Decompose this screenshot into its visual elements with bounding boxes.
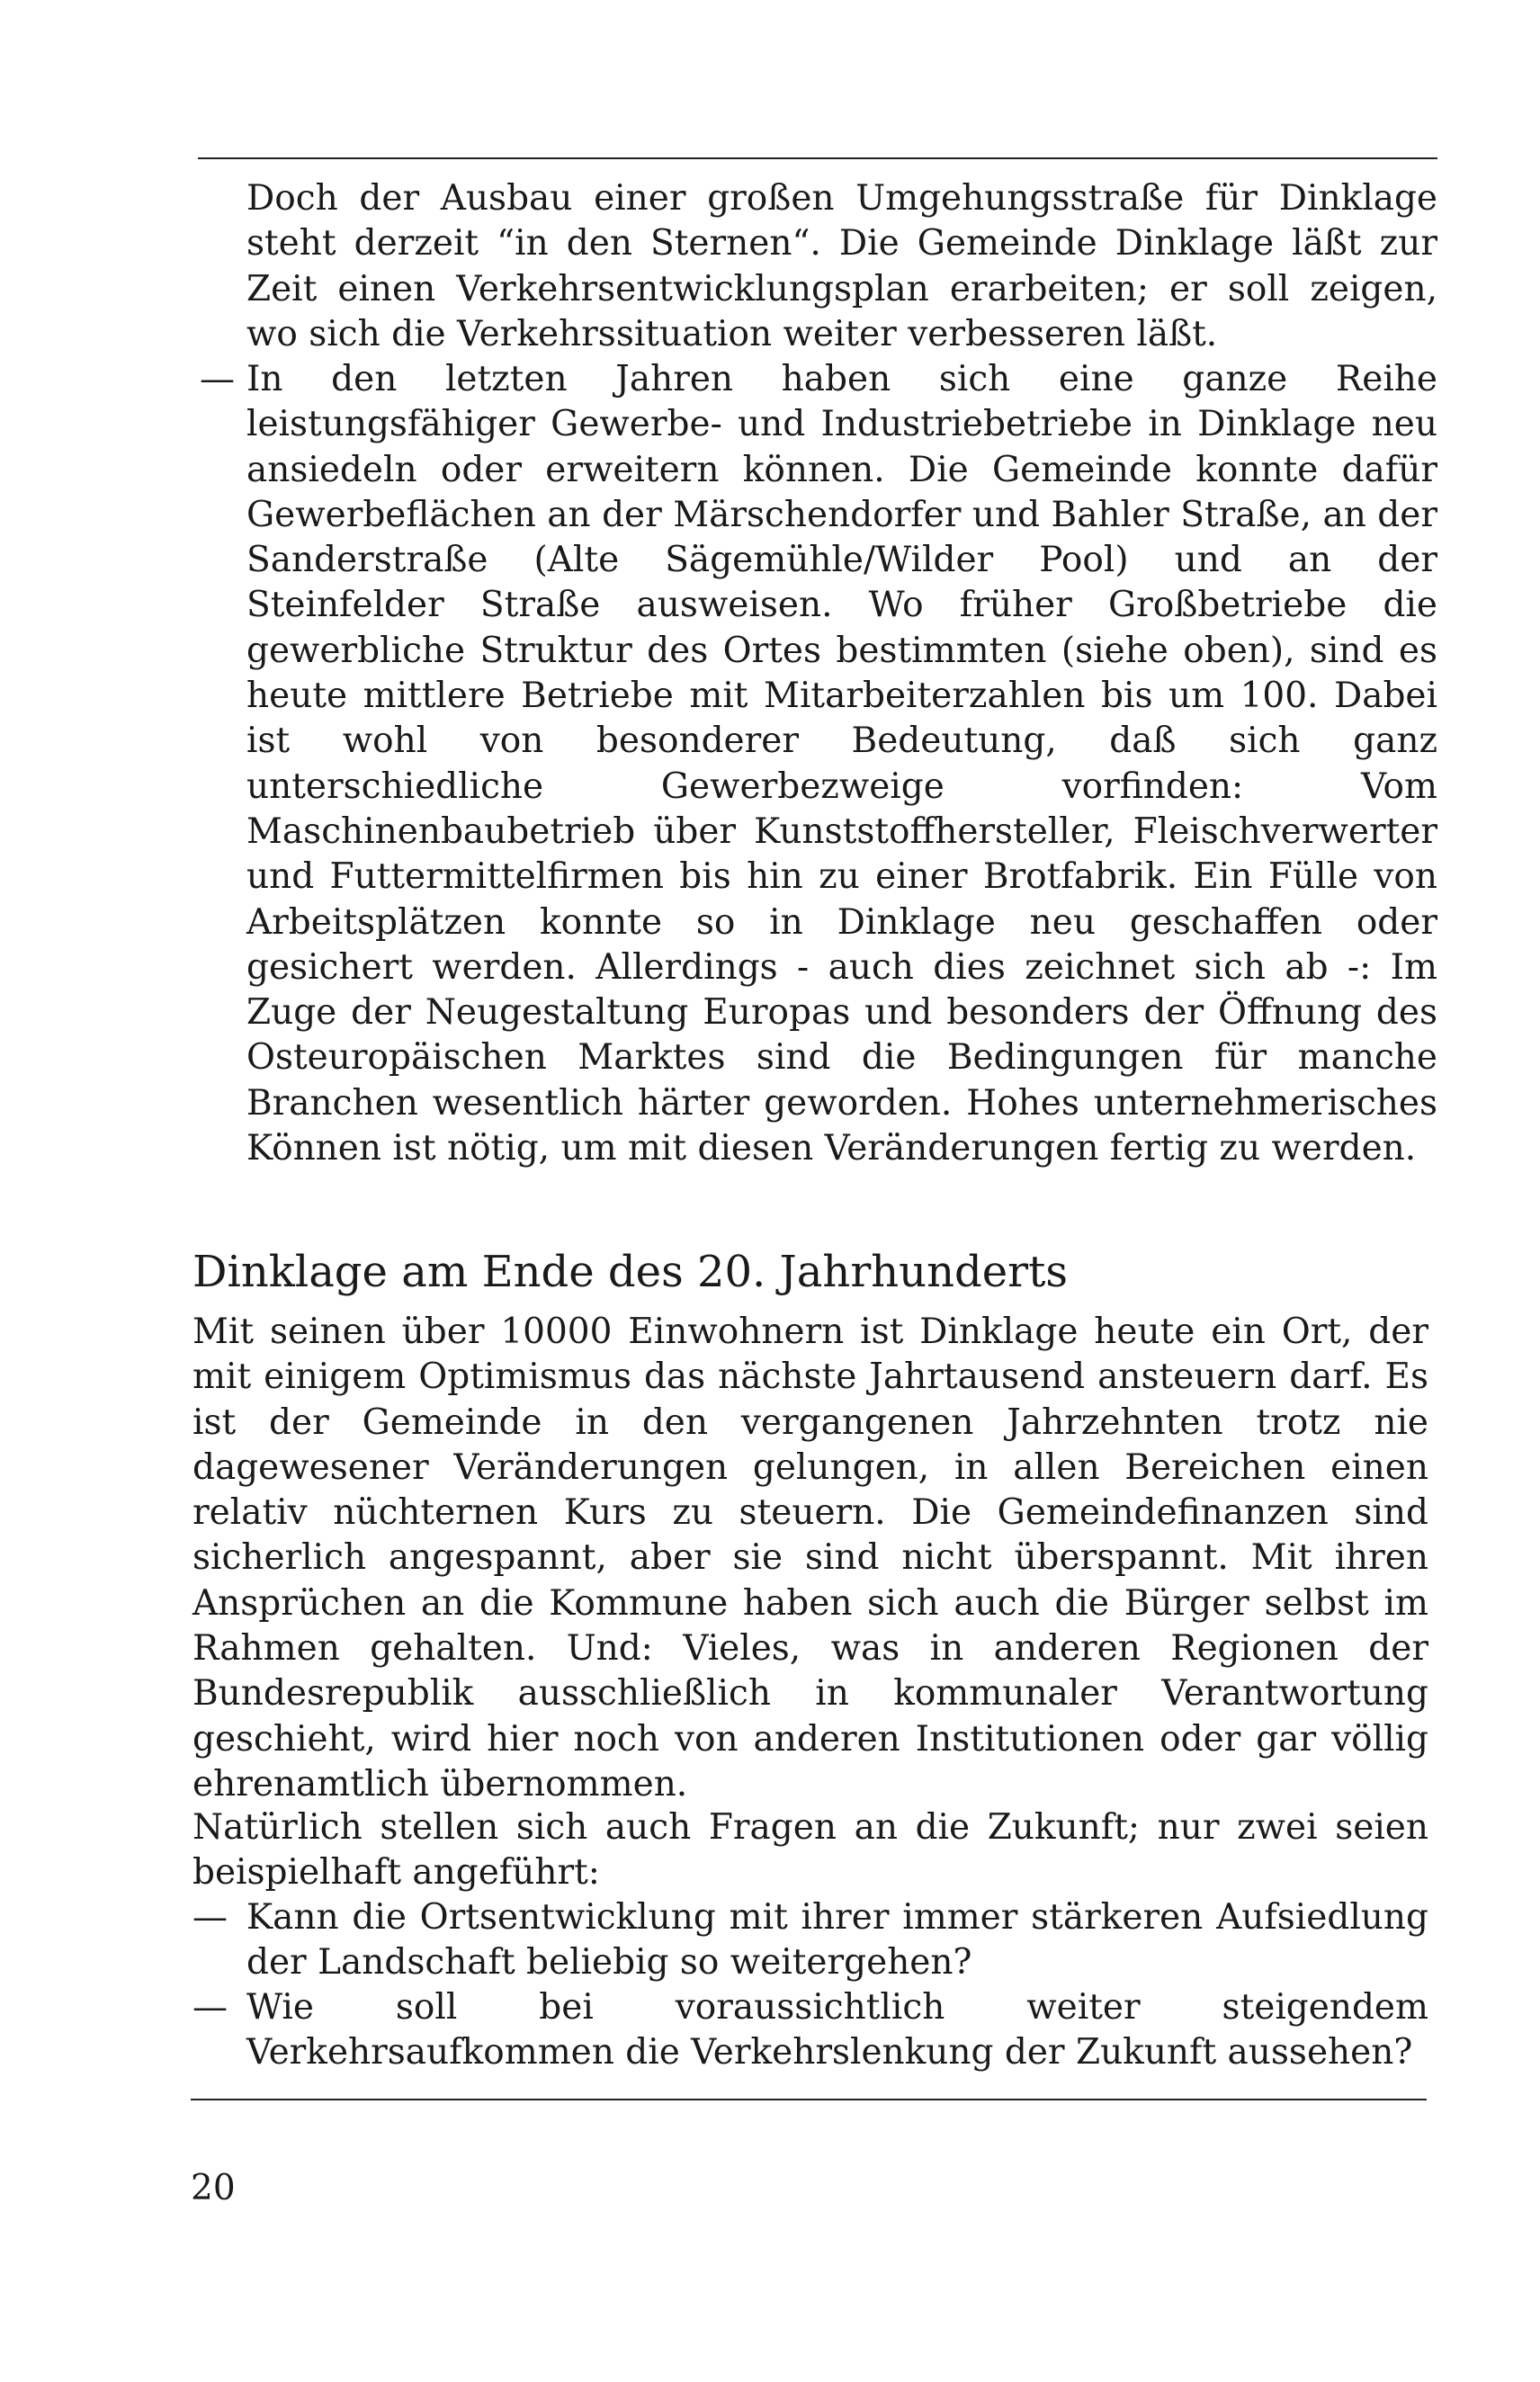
- question-text: Wie soll bei voraussichtlich weiter steigendem Verkehrsaufkommen die Verkehrslenkung der Zukunft aussehen?: [246, 1987, 1428, 2073]
- section-paragraph: Mit seinen über 10000 Einwohnern ist Dinklage heute ein Ort, der mit einigem Optimismus das nächste Jahrtausend ansteuern darf. Es ist der Gemeinde in den vergangenen Jahrzehnten trotz nie dagewesener Veränderungen gelungen, in allen Bereichen einen relativ nüchternen Kurs zu steuern. Die Gemeindefinanzen sind sicherlich angespannt, aber sie sind nicht überspannt. Mit ihren Ansprüchen an die Kommune haben sich auch die Bürger selbst im Rahmen gehalten. Und: Vieles, was in anderen Regionen der Bundesrepublik ausschließlich in kommunaler Verantwortung geschieht, wird hier noch von anderen Institutionen oder gar völlig ehrenamtlich übernommen.: [192, 1312, 1428, 1804]
- bottom-rule: [191, 2099, 1427, 2100]
- dash-bullet: —: [192, 1897, 228, 1938]
- question-text: Kann die Ortsentwicklung mit ihrer immer stärkeren Aufsiedlung der Landschaft beliebig so weitergehen?: [246, 1897, 1428, 1984]
- dash-bullet: —: [192, 1987, 228, 2028]
- section-heading: Dinklage am Ende des 20. Jahrhunderts: [192, 1247, 1069, 1297]
- dash-item-text: In den letzten Jahren haben sich eine ganze Reihe leistungsfähiger Gewerbe- und Industriebetriebe in Dinklage neu ansiedeln oder erweitern können. Die Gemeinde konnte dafür Gewerbeflächen an der Märschendorfer und Bahler Straße, an der Sanderstraße (Alte Sägemühle/Wilder Pool) und an der Steinfelder Straße ausweisen. Wo früher Großbetriebe die gewerbliche Struktur des Ortes bestimmten (siehe oben), sind es heute mittlere Betriebe mit Mitarbeiterzahlen bis um 100. Dabei ist wohl von besonderer Bedeutung, daß sich ganz unterschiedliche Gewerbezweige vorfinden: Vom Maschinenbaubetrieb über Kunststoffhersteller, Fleischverwerter und Futtermittelfirmen bis hin zu einer Brotfabrik. Ein Fülle von Arbeitsplätzen konnte so in Dinklage neu geschaffen oder gesichert werden. Allerdings - auch dies zeichnet sich ab -: Im Zuge der Neugestaltung Europas und besonders der Öffnung des Osteuropäischen Marktes sind die Bedingungen für manche Branchen wesentlich härter geworden. Hohes unternehmerisches Können ist nötig, um mit diesen Veränderungen fertig zu werden.: [246, 359, 1437, 1169]
- page-number: 20: [191, 2168, 236, 2208]
- dash-bullet: —: [200, 359, 235, 399]
- section-paragraph: Natürlich stellen sich auch Fragen an die Zukunft; nur zwei seien beispielhaft angeführt:: [192, 1807, 1428, 1894]
- intro-paragraph: Doch der Ausbau einer großen Umgehungsstraße für Dinklage steht derzeit “in den Sternen“. Die Gemeinde Dinklage läßt zur Zeit einen Verkehrsentwicklungsplan erarbeiten; er soll zeigen, wo sich die Verkehrssituation weiter verbesseren läßt.: [246, 178, 1437, 354]
- top-rule: [198, 157, 1437, 159]
